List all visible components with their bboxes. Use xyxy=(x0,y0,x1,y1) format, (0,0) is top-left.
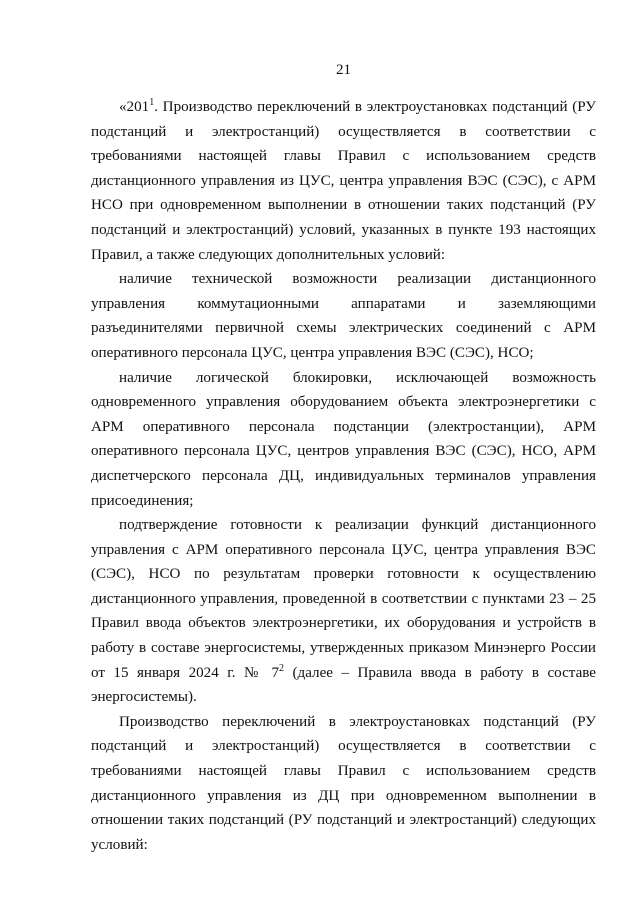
page-number: 21 xyxy=(336,62,351,78)
paragraph-201-1 xyxy=(91,95,596,267)
text-run: . Производство переключений в электроустановках подстанций (РУ подстанций и электростанций) осуществляется в соответствии с требованиями настоящей главы Правил с использованием средств дистанционного управления из ЦУС, центра управления ВЭС (СЭС), с АРМ НСО при одновременном выполнении в отношении таких подстанций (РУ подстанций и электростанций) условий, указанных в пункте 193 настоящих Правил, а также следующих дополнительных условий: xyxy=(91,99,596,263)
text-run: «201 xyxy=(119,99,150,115)
paragraph-condition-readiness xyxy=(91,513,596,710)
paragraph-condition-technical xyxy=(91,267,596,365)
superscript: 2 xyxy=(279,662,285,674)
text-run: подтверждение готовности к реализации функций дистанционного управления с АРМ оперативного персонала ЦУС, центра управления ВЭС (СЭС), НСО по результатам проверки готовности к осуществлению дистанционного управления, проведенной в соответствии с пунктами 23 – 25 Правил ввода объектов электроэнергетики, их оборудования и устройств в работу в составе энергосистемы, утвержденных приказом Минэнерго России от 15 января 2024 г. № 7 xyxy=(91,517,596,681)
text-run: Производство переключений в электроустановках подстанций (РУ подстанций и электростанций) осуществляется в соответствии с требованиями настоящей главы Правил с использованием средств дистанционного управления из ДЦ при одновременном выполнении в отношении таких подстанций (РУ подстанций и электростанций) следующих условий: xyxy=(91,713,596,853)
text-run: наличие технической возможности реализации дистанционного управления коммутационными аппаратами и заземляющими разъединителями первичной схемы электрических соединений с АРМ оперативного персонала ЦУС, центра управления ВЭС (СЭС), НСО; xyxy=(91,271,596,361)
text-run: (далее – Правила ввода в работу в составе энергосистемы). xyxy=(91,664,596,706)
superscript: 1 xyxy=(149,97,155,108)
paragraph-condition-interlock xyxy=(91,366,596,514)
text-run: наличие логической блокировки, исключающей возможность одновременного управления оборудованием объекта электроэнергетики с АРМ оперативного персонала подстанции (электростанции), АРМ оперативного персонала ЦУС, центров управления ВЭС (СЭС), НСО, АРМ диспетчерского персонала ДЦ, индивидуальных терминалов управления присоединения; xyxy=(91,369,596,509)
paragraph-dc-switching xyxy=(91,710,596,858)
